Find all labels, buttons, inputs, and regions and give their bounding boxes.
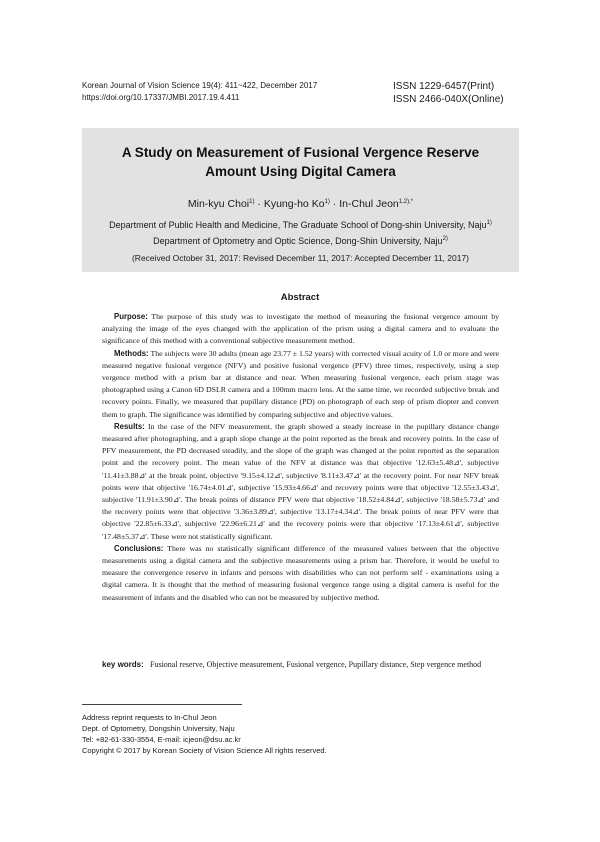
results-text: In the case of the NFV measurement, the graph showed a steady increase in the pupillary distance change measured after photographing, and a graph slope change at the point reported as the break and recovery points. In the case of PFV measurement, the PD decreased steadily, and the slope of the graph was changed at the point reported as the separation point and the recovery point. The mean value of the NFV at distance was that objective '12.63±5.48⊿', subjective '11.41±3.88⊿' at the break point, objective '9.15±4.12⊿', subjective '8.11±3.47⊿' at the recovery point. For near NFV break points were that objective '16.74±4.01⊿', subjective '15.93±4.66⊿' and recovery points were that objective '12.55±3.43⊿', subjective '11.91±3.90⊿'. The break points of distance PFV were that objective '18.52±4.84⊿', subjective '18.58±5.73⊿' and the recovery points were that objective '3.36±3.89⊿', subjective '13.17±4.34⊿'. The break points of near PFV were that objective '22.85±6.33⊿', subjective '22.96±6.21⊿' and the recovery points were that objective '17.13±4.61⊿', subjective '17.48±5.37⊿'. These were not statistically significant. xyxy=(102,421,499,541)
author-separator: · xyxy=(329,198,340,210)
received-dates: (Received October 31, 2017: Revised December 11, 2017: Accepted December 11, 2017) xyxy=(131,253,470,263)
paper-title-line-2: Amount Using Digital Camera xyxy=(205,164,396,179)
doi-link[interactable]: https://doi.org/10.17337/JMBI.2017.19.4.411 xyxy=(82,93,240,102)
abstract-purpose xyxy=(102,311,499,348)
affiliation-text: Department of Public Health and Medicine, The Graduate School of Dong-shin University, Naju xyxy=(109,220,487,230)
methods-label: Methods: xyxy=(114,348,149,358)
purpose-text: The purpose of this study was to investigate the method of measuring the fusional vergence amount by analyzing the image of the eyes changed with the application of the prism using a digital camera and to evaluate the significance of this method with a conventional subjective measurement method. xyxy=(102,312,499,346)
keywords-label: key words: xyxy=(102,660,144,669)
abstract-heading: Abstract xyxy=(280,292,320,303)
conclusions-label: Conclusions: xyxy=(114,543,164,553)
author-separator: · xyxy=(254,198,264,210)
issn-block xyxy=(393,80,504,106)
footnote-divider xyxy=(82,704,242,705)
author-name: In-Chul Jeon xyxy=(339,198,399,210)
abstract-body xyxy=(102,311,499,604)
journal-header xyxy=(82,80,317,104)
keywords-text: Fusional reserve, Objective measurement, Fusional vergence, Pupillary distance, Step vergence method xyxy=(150,660,482,669)
author-affiliation-mark: 1) xyxy=(324,199,330,205)
correspondence-footnote xyxy=(82,712,327,756)
author-affiliation-mark: 1) xyxy=(249,199,255,205)
issn-print: ISSN 1229-6457(Print) xyxy=(393,81,495,92)
results-label: Results: xyxy=(114,421,145,431)
footnote-line: Dept. of Optometry, Dongshin University, Naju xyxy=(82,724,235,733)
affiliation-2 xyxy=(82,235,519,247)
abstract-methods xyxy=(102,348,499,421)
affiliation-1 xyxy=(82,219,519,231)
author-name: Min-kyu Choi xyxy=(187,198,250,210)
abstract-conclusions xyxy=(102,543,499,604)
paper-title-line-1: A Study on Measurement of Fusional Vergence Reserve xyxy=(121,145,480,160)
author-list xyxy=(82,197,519,211)
purpose-label: Purpose: xyxy=(114,312,148,321)
keywords xyxy=(102,659,499,671)
affiliation-text: Department of Optometry and Optic Science, Dong-Shin University, Naju xyxy=(153,236,443,246)
title-box xyxy=(82,128,519,272)
conclusions-text: There was no statistically significant difference of the measured values between that the objective measurements using a digital camera and the subjective measurements using a prism bar. Therefore, it would be useful to measure the convergence reserve in infants and persons with disabilities who can not perform self - examinations using a digital camera. It is thought that the method of measuring fusional vergence range using a digital camera is useful for the measurement of infants and the disabled who can not be measured by subjective method. xyxy=(102,543,499,602)
author-affiliation-mark: 1,2),* xyxy=(398,199,414,205)
footnote-line: Address reprint requests to In-Chul Jeon xyxy=(82,713,217,722)
footnote-contact: Tel: +82-61-330-3554, E-mail: icjeon@dsu.ac.kr xyxy=(82,735,241,744)
affiliation-mark: 1) xyxy=(486,220,492,226)
paper-title xyxy=(82,143,519,181)
copyright-notice: Copyright © 2017 by Korean Society of Vision Science All rights reserved. xyxy=(82,746,327,755)
author-name: Kyung-ho Ko xyxy=(263,198,325,210)
issn-online: ISSN 2466-040X(Online) xyxy=(393,94,504,105)
affiliation-mark: 2) xyxy=(442,236,448,242)
journal-citation: Korean Journal of Vision Science 19(4): 411~422, December 2017 xyxy=(82,81,318,90)
abstract-results xyxy=(102,421,499,543)
methods-text: The subjects were 30 adults (mean age 23.77 ± 1.52 years) with corrected visual acuity of 1.0 or more and were measured negative fusional vergence (NFV) and positive fusional vergence (PFV) three times, respectively, using a step vergence method with a prism bar at distance and near. When measuring fusional vergence, each prism stage was photographed using a Canon 6D DSLR camera and a 100mm macro lens. At the same time, we recorded subjective break and recovery points. Finally, we measured that pupillary distance (PD) on photograph of each step of prism diopter and convert them to graph. The significance was identified by comparing subjective and objective values. xyxy=(102,348,499,419)
